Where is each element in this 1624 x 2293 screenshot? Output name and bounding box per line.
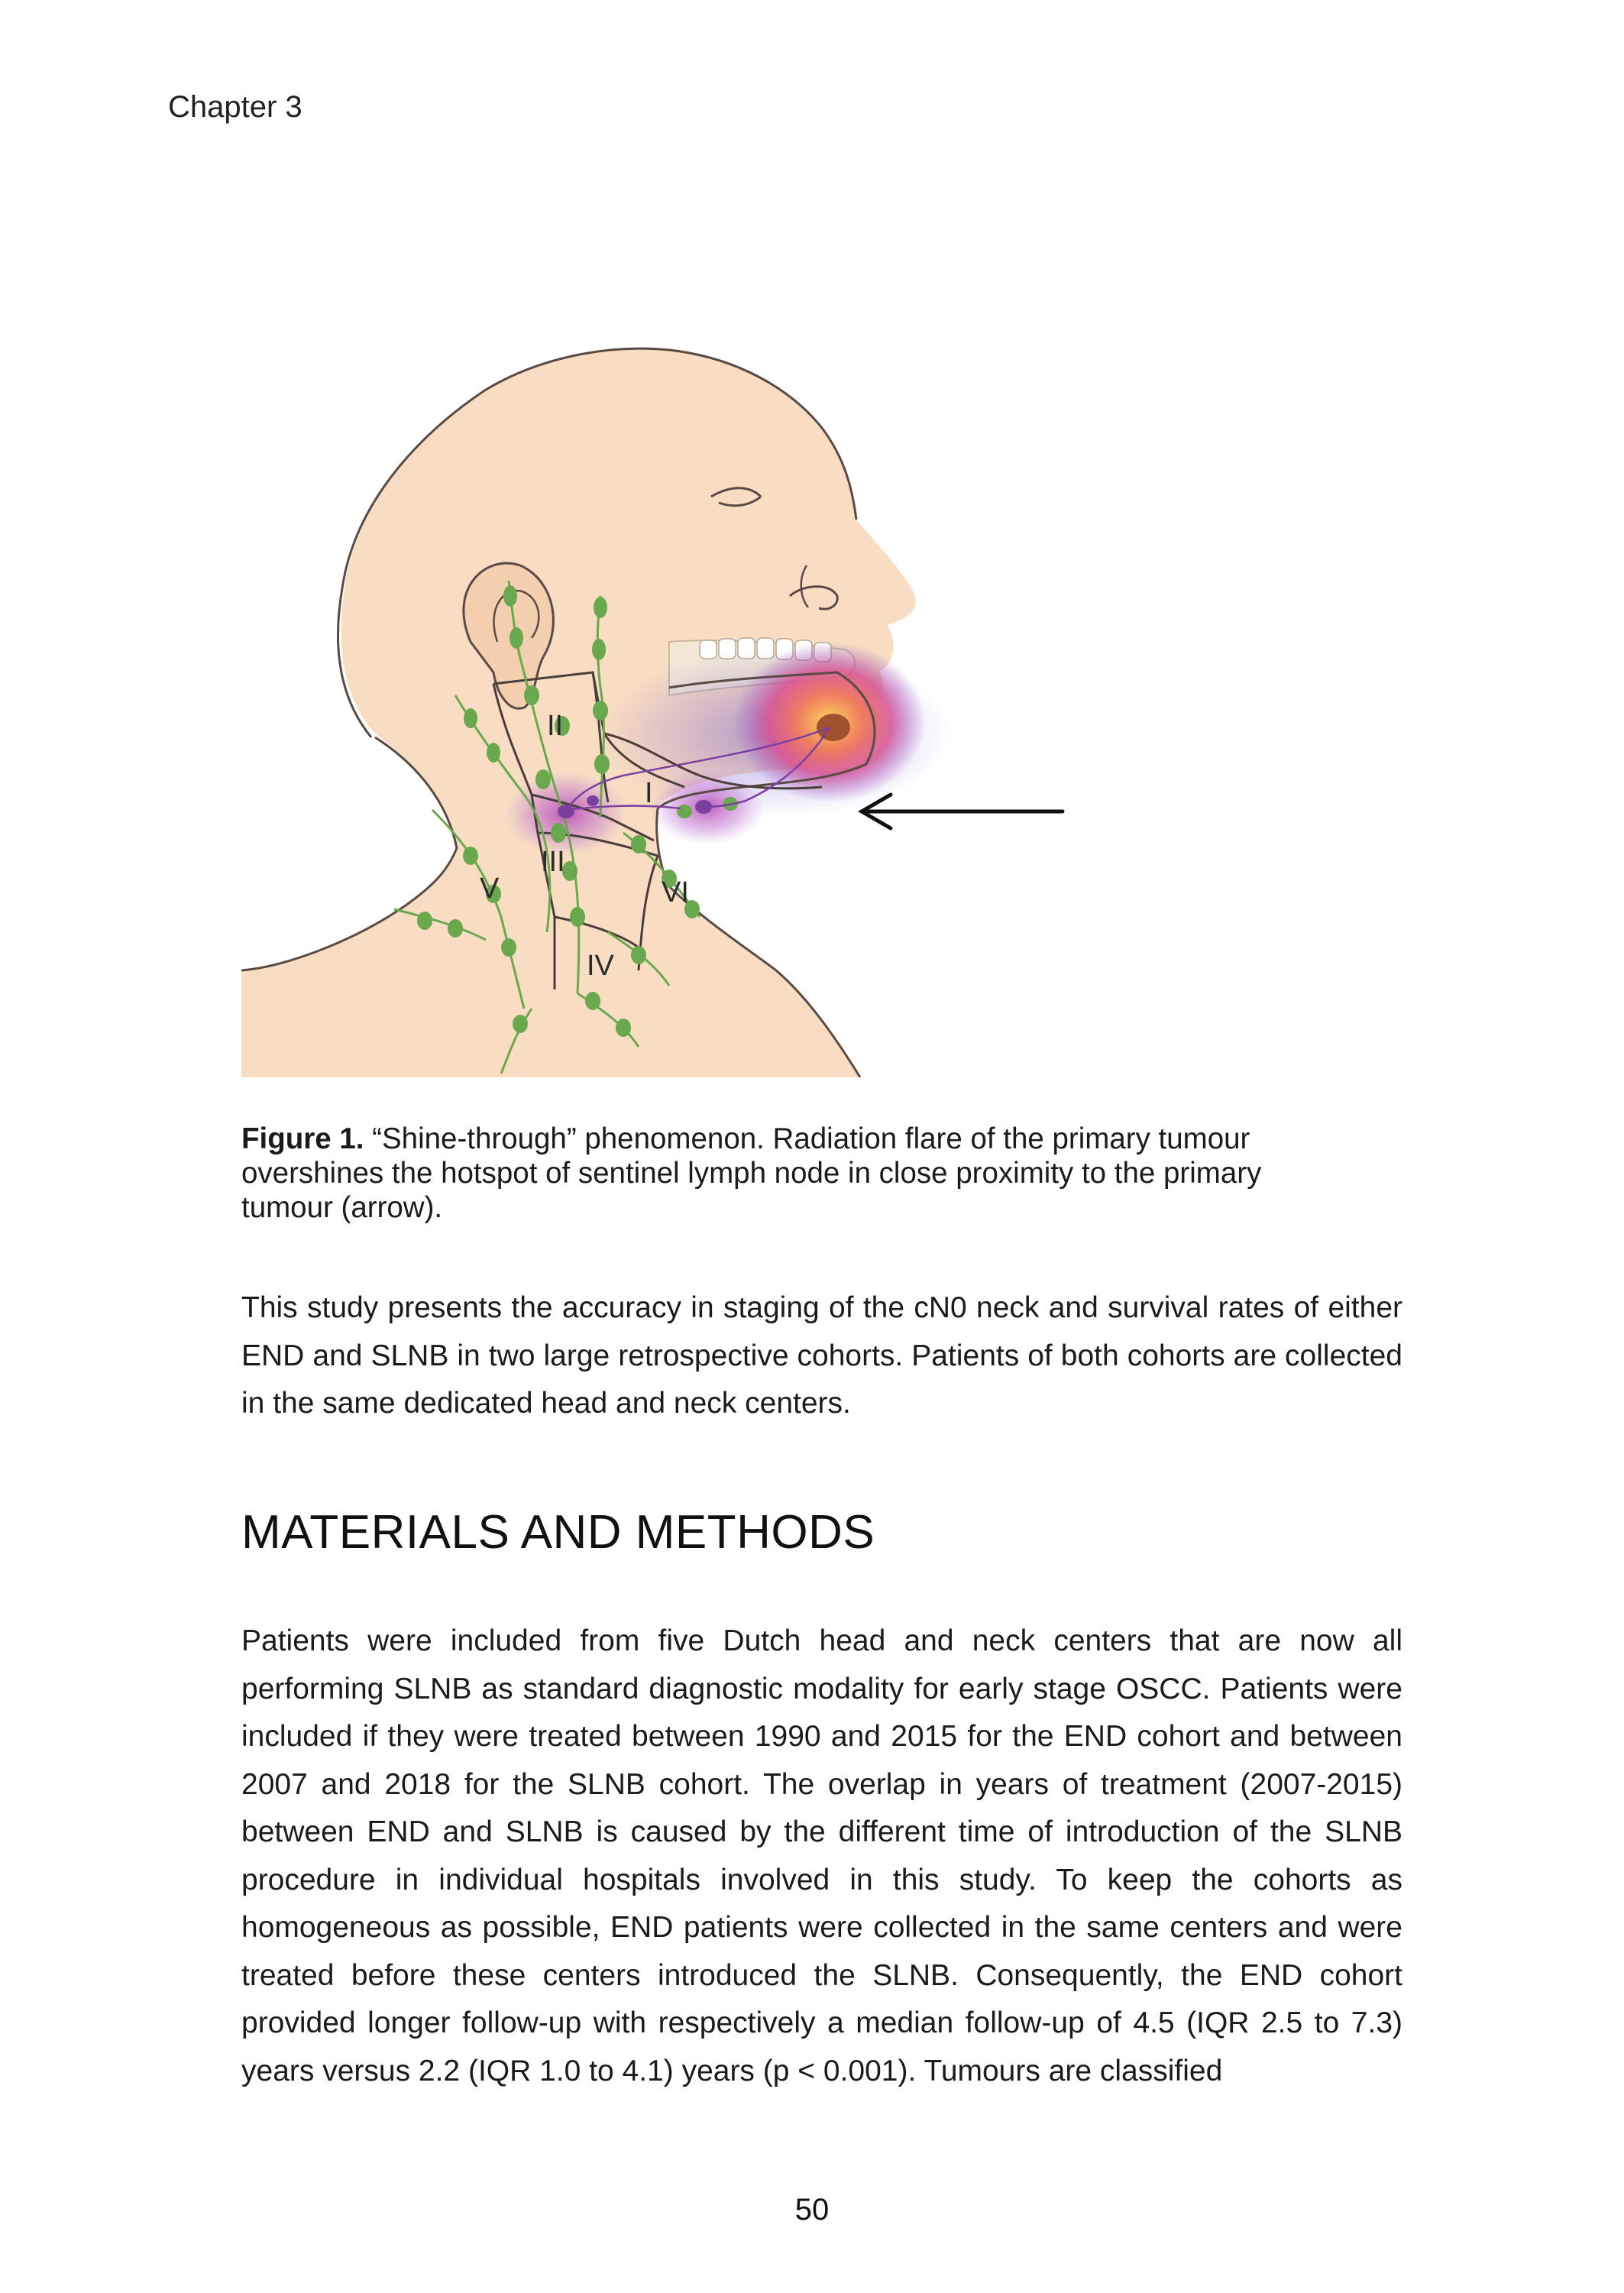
running-head: Chapter 3	[168, 90, 302, 124]
figure-caption	[241, 1122, 1357, 1225]
page-number: 50	[794, 2193, 830, 2227]
level-label-IV: IV	[587, 950, 614, 982]
section-heading: MATERIALS AND METHODS	[241, 1506, 875, 1559]
figure-neck-lymph-illustration	[241, 336, 1105, 1077]
figure-caption-text: “Shine-through” phenomenon. Radiation flare of the primary tumour overshines the hotspot of sentinel lymph node in close proximity to the primary tumour (arrow).	[241, 1122, 1262, 1224]
level-label-VI: VI	[662, 876, 689, 908]
level-label-I: I	[645, 777, 653, 809]
level-label-V: V	[480, 873, 500, 905]
level-label-II: II	[547, 710, 564, 742]
methods-paragraph: Patients were included from five Dutch head and neck centers that are now all performing SLNB as standard diagnostic modality for early stage OSCC. Patients were included if they were treated between 1990 and 2015 for the END cohort and between 2007 and 2018 for the SLNB cohort. The overlap in years of treatment (2007-2015) between END and SLNB is caused by the different time of introduction of the SLNB procedure in individual hospitals involved in this study. To keep the cohorts as homogeneous as possible, END patients were collected in the same centers and were treated before these centers introduced the SLNB. Consequently, the END cohort provided longer follow-up with respectively a median follow-up of 4.5 (IQR 2.5 to 7.3) years versus 2.2 (IQR 1.0 to 4.1) years (p < 0.001). Tumours are classified	[241, 1624, 1402, 2087]
primary-tumour	[817, 714, 850, 741]
neck-illustration	[241, 336, 1105, 1077]
intro-paragraph: This study presents the accuracy in staging of the cN0 neck and survival rates of either END and SLNB in two large retrospective cohorts. Patients of both cohorts are collected in the same dedicated head and neck centers.	[241, 1291, 1402, 1420]
arrow-icon	[862, 795, 1063, 828]
figure-caption-label: Figure 1.	[241, 1122, 364, 1155]
level-label-III: III	[541, 846, 565, 878]
